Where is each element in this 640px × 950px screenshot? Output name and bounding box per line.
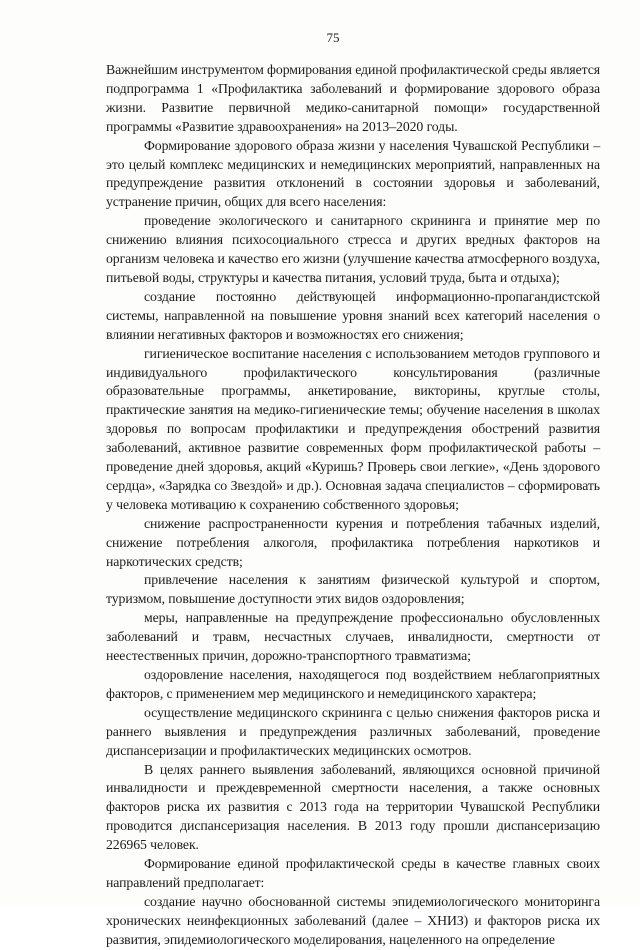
list-item-population-recovery: оздоровление населения, находящегося под воздействием неблагоприятных факторов, с применением мер медицинского и немедицинского характера; bbox=[106, 667, 600, 701]
paragraph-intro: Важнейшим инструментом формирования единой профилактической среды является подпрограмма 1 «Профилактика заболеваний и формирование здорового образа жизни. Развитие первичной медико-санитарной помощи» государственной программы «Развитие здравоохранения» на 2013–2020 годы. bbox=[106, 62, 600, 134]
list-item-hygienic-education: гигиеническое воспитание населения с использованием методов группового и индивидуального профилактического консультирования (различные образовательные программы, анкетирование, викторины, круглые столы, практические занятия на медико-гигиенические темы; обучение населения в школах здоровья по вопросам профилактики и предупреждения обострений развития заболеваний, активное развитие современных форм профилактической работы – проведение дней здоровья, акций «Куришь? Проверь свои легкие», «День здорового сердца», «Зарядка со Звездой» и др.). Основная задача специалистов – сформировать у человека мотивацию к сохранению собственного здоровья; bbox=[106, 345, 600, 512]
list-item-monitoring-system: создание научно обоснованной системы эпидемиологического мониторинга хронических неинфекционных заболеваний (далее – ХНИЗ) и факторов риска их развития, эпидемиологического моделирования, нацеленного на определение bbox=[106, 893, 600, 947]
paragraph-healthy-lifestyle: Формирование здорового образа жизни у населения Чувашской Республики – это целый комплекс медицинских и немедицинских мероприятий, направленных на предупреждение развития отклонений в состоянии здоровья и заболеваний, устранение причин, общих для всего населения: bbox=[106, 137, 600, 210]
list-item-physical-culture: привлечение населения к занятиям физической культурой и спортом, туризмом, повышение доступности этих видов оздоровления; bbox=[106, 572, 600, 607]
page-number: 75 bbox=[326, 30, 340, 45]
paragraph-early-detection: В целях раннего выявления заболеваний, являющихся основной причиной инвалидности и преждевременной смертности населения, а также основных факторов риска их развития с 2013 года на территории Чувашской Республики проводится диспансеризация населения. В 2013 году прошли диспансеризацию 226965 человек. bbox=[106, 761, 600, 853]
list-item-medical-screening: осуществление медицинского скрининга с целью снижения факторов риска и раннего выявления и предупреждения различных заболеваний, проведение диспансеризации и профилактических медицинских осмотров. bbox=[106, 704, 600, 758]
paragraph-main-directions: Формирование единой профилактической среды в качестве главных своих направлений предполагает: bbox=[106, 856, 600, 890]
list-item-occupational-diseases: меры, направленные на предупреждение профессионально обусловленных заболеваний и травм, несчастных случаев, инвалидности, смертности от неестественных причин, дорожно-транспортного травматизма; bbox=[106, 610, 600, 664]
list-item-information-system: создание постоянно действующей информационно-пропагандистской системы, направленной на повышение уровня знаний всех категорий населения о влиянии негативных факторов и возможностях его снижения; bbox=[106, 288, 600, 342]
list-item-ecological-screening: проведение экологического и санитарного скрининга и принятие мер по снижению влияния психосоциального стресса и других вредных факторов на организм человека и качество его жизни (улучшение качества атмосферного воздуха, питьевой воды, структуры и качества питания, условий труда, быта и отдыха); bbox=[106, 213, 600, 285]
list-item-smoking-alcohol: снижение распространенности курения и потребления табачных изделий, снижение потребления алкоголя, профилактика потребления наркотиков и наркотических средств; bbox=[106, 515, 600, 569]
body-text bbox=[106, 61, 600, 950]
